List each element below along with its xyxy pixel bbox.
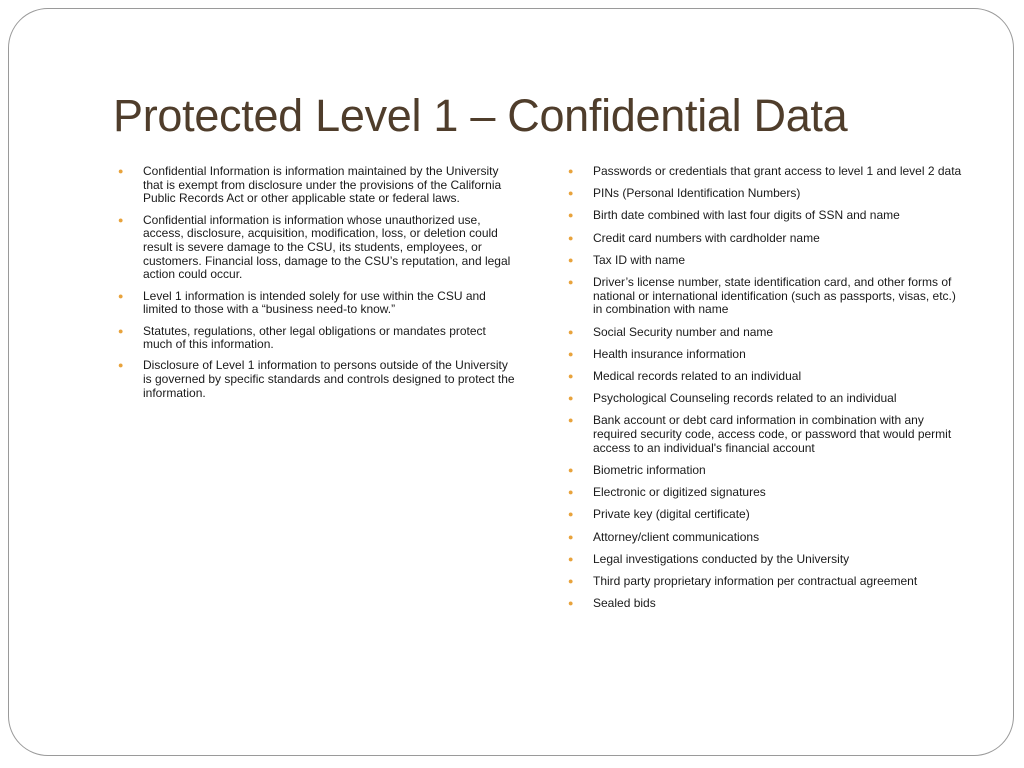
- list-item: [568, 232, 968, 246]
- list-item-text: Third party proprietary information per contractual agreement: [593, 574, 918, 589]
- list-item: [118, 290, 518, 317]
- list-item-text: Tax ID with name: [593, 252, 686, 267]
- bullet-icon: ●: [118, 325, 124, 336]
- bullet-icon: ●: [568, 166, 574, 176]
- list-item: [568, 276, 968, 317]
- bullet-icon: ●: [568, 553, 574, 564]
- list-item-text: Social Security number and name: [593, 324, 774, 339]
- list-item: [568, 370, 968, 384]
- list-item: [568, 187, 968, 201]
- bullet-icon: ●: [568, 326, 574, 337]
- bullet-icon: ●: [568, 188, 574, 199]
- list-item: [568, 486, 968, 500]
- list-item: [568, 326, 968, 340]
- bullet-icon: ●: [568, 277, 574, 288]
- list-item-text: Biometric information: [593, 463, 706, 478]
- bullet-icon: ●: [568, 509, 574, 520]
- slide-title: Protected Level 1 – Confidential Data: [113, 90, 848, 141]
- list-item-text: Attorney/client communications: [593, 529, 760, 544]
- list-item-text: Level 1 information is intended solely for use within the CSU and limited to those with a “business need-to know.”: [143, 288, 486, 317]
- list-item: [118, 359, 518, 400]
- list-item-text: Statutes, regulations, other legal obligations or mandates protect much of this information.: [143, 323, 486, 352]
- bullet-icon: ●: [568, 415, 574, 426]
- list-item-text: Psychological Counseling records related to an individual: [593, 391, 897, 406]
- bullet-icon: ●: [568, 348, 574, 359]
- bullet-icon: ●: [568, 465, 574, 476]
- list-item: [568, 553, 968, 567]
- bullet-icon: ●: [568, 393, 574, 404]
- bullet-icon: ●: [118, 360, 124, 371]
- list-item: [568, 597, 968, 611]
- list-item-text: Medical records related to an individual: [593, 369, 802, 384]
- bullet-icon: ●: [568, 232, 574, 243]
- bullet-icon: ●: [118, 290, 124, 301]
- bullet-icon: ●: [568, 254, 574, 265]
- bullet-icon: ●: [118, 166, 124, 176]
- list-item: [568, 348, 968, 362]
- bullet-icon: ●: [568, 576, 574, 587]
- list-item-text: Driver’s license number, state identification card, and other forms of national or international identification (such as passports, visas, etc.) in combination with name: [593, 275, 956, 317]
- list-item: [568, 165, 968, 179]
- list-item: [568, 575, 968, 589]
- bullet-icon: ●: [568, 531, 574, 542]
- list-item-text: Confidential Information is information maintained by the University that is exempt from disclosure under the provisions of the California Public Records Act or other applicable state or federal laws.: [143, 164, 502, 206]
- list-item-text: Health insurance information: [593, 346, 746, 361]
- list-item-text: Birth date combined with last four digits of SSN and name: [593, 208, 900, 223]
- right-bullet-list: [568, 165, 968, 619]
- list-item-text: PINs (Personal Identification Numbers): [593, 186, 801, 201]
- list-item: [118, 214, 518, 283]
- list-item: [568, 508, 968, 522]
- list-item: [568, 414, 968, 455]
- bullet-icon: ●: [568, 487, 574, 498]
- list-item: [118, 325, 518, 352]
- list-item-text: Electronic or digitized signatures: [593, 485, 766, 500]
- list-item: [568, 464, 968, 478]
- list-item: [568, 209, 968, 223]
- list-item: [568, 531, 968, 545]
- list-item-text: Private key (digital certificate): [593, 507, 750, 522]
- list-item-text: Legal investigations conducted by the University: [593, 551, 850, 566]
- list-item-text: Bank account or debt card information in combination with any required security code, access code, or password that would permit access to an individual's financial account: [593, 413, 952, 455]
- bullet-icon: ●: [568, 371, 574, 382]
- list-item: [568, 254, 968, 268]
- list-item: [118, 165, 518, 206]
- list-item-text: Passwords or credentials that grant access to level 1 and level 2 data: [593, 164, 962, 178]
- list-item-text: Confidential information is information whose unauthorized use, access, disclosure, acquisition, modification, loss, or deletion could result is severe damage to the CSU, its students, employees, or customers. Financial loss, damage to the CSU’s reputation, and legal action could occur.: [143, 212, 511, 282]
- bullet-icon: ●: [118, 214, 124, 225]
- bullet-icon: ●: [568, 210, 574, 221]
- list-item-text: Sealed bids: [593, 596, 656, 611]
- list-item-text: Credit card numbers with cardholder name: [593, 230, 820, 245]
- list-item-text: Disclosure of Level 1 information to persons outside of the University is governed by specific standards and controls designed to protect the information.: [143, 358, 515, 400]
- left-bullet-list: [118, 165, 518, 408]
- bullet-icon: ●: [568, 598, 574, 609]
- list-item: [568, 392, 968, 406]
